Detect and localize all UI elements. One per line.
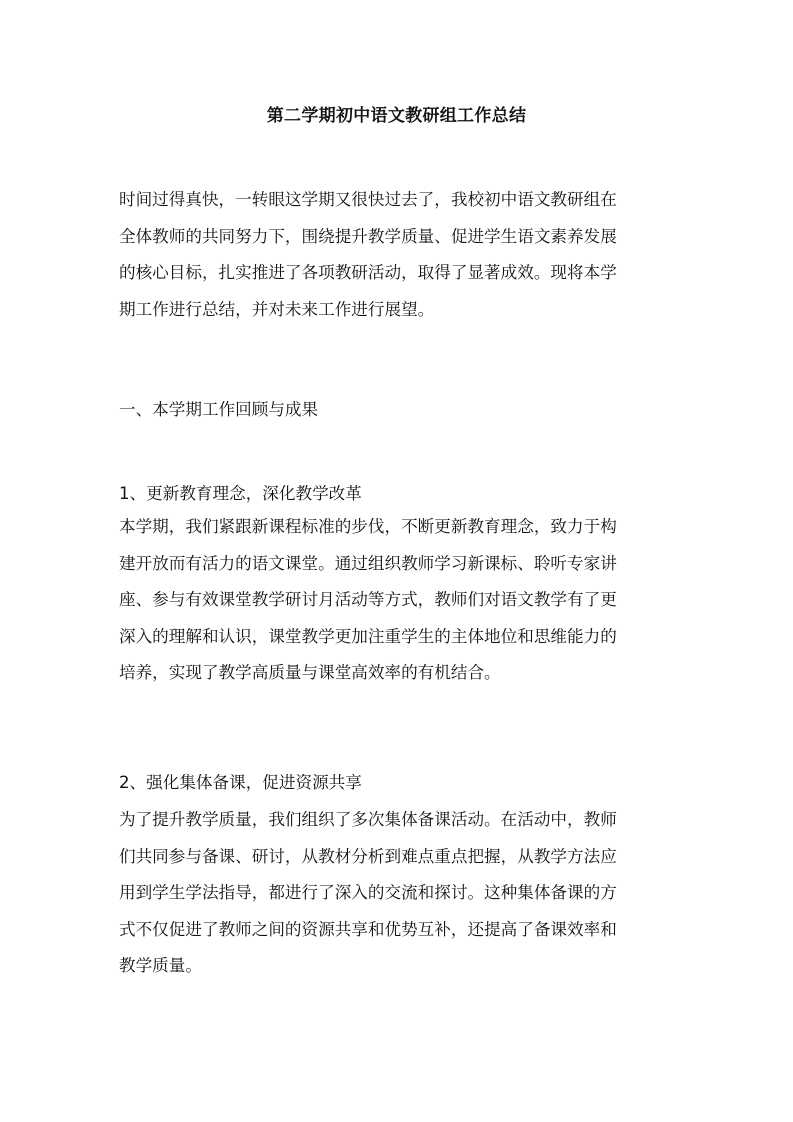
intro-line: 全体教师的共同努力下，围绕提升教学质量、促进学生语文素养发展 (119, 226, 617, 246)
paragraph-line: 座、参与有效课堂教学研讨月活动等方式，教师们对语文教学有了更 (119, 590, 617, 610)
intro-paragraph (119, 182, 675, 328)
paragraph-line: 为了提升教学质量，我们组织了多次集体备课活动。在活动中，教师 (119, 810, 617, 829)
item-heading-2: 2、强化集体备课，促进资源共享 (119, 773, 362, 792)
paragraph-line: 深入的理解和认识，课堂教学更加注重学生的主体地位和思维能力的 (119, 626, 617, 646)
paragraph-line: 式不仅促进了教师之间的资源共享和优势互补，还提高了备课效率和 (119, 919, 617, 939)
intro-line: 的核心目标，扎实推进了各项教研活动，取得了显著成效。现将本学 (119, 263, 617, 283)
paragraph-line: 本学期，我们紧跟新课程标准的步伐，不断更新教育理念，致力于构 (119, 517, 617, 536)
paragraph-line: 建开放而有活力的语文课堂。通过组织教师学习新课标、聆听专家讲 (119, 553, 617, 573)
intro-line: 期工作进行总结，并对未来工作进行展望。 (119, 299, 435, 319)
section-heading-1: 一、本学期工作回顾与成果 (119, 400, 319, 419)
paragraph-line: 培养，实现了教学高质量与课堂高效率的有机结合。 (119, 663, 501, 683)
paragraph-line: 教学质量。 (119, 956, 202, 976)
paragraph-line: 们共同参与备课、研讨，从教材分析到难点重点把握，从教学方法应 (119, 846, 617, 866)
item-heading-1: 1、更新教育理念，深化教学改革 (119, 484, 362, 503)
paragraph-line: 用到学生学法指导，都进行了深入的交流和探讨。这种集体备课的方 (119, 883, 617, 903)
intro-line: 时间过得真快，一转眼这学期又很快过去了，我校初中语文教研组在 (119, 190, 617, 209)
document-title: 第二学期初中语文教研组工作总结 (266, 106, 527, 126)
item-1-paragraph (119, 509, 675, 692)
item-2-paragraph (119, 802, 675, 985)
